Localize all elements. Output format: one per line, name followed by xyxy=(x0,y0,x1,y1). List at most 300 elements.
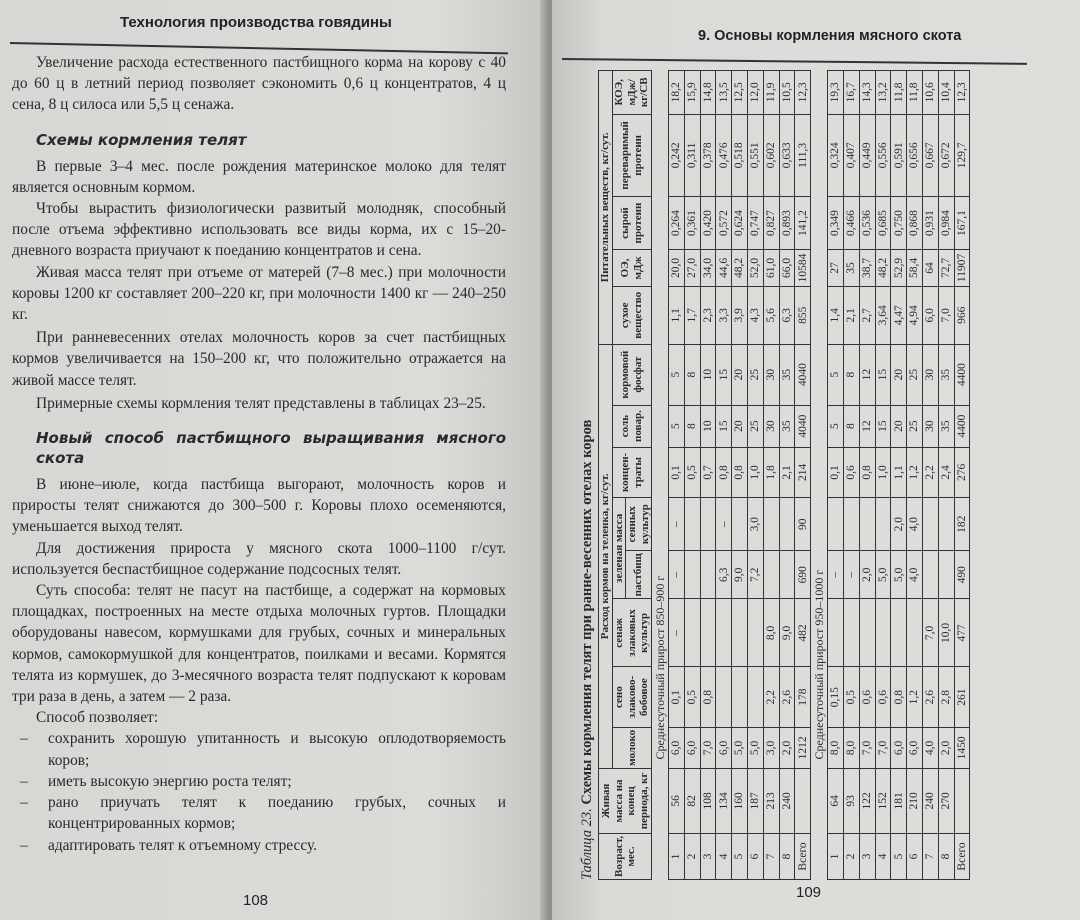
table-cell: 7,0 xyxy=(938,286,954,344)
table-cell: 0,242 xyxy=(669,114,685,197)
table-cell: 14,8 xyxy=(700,71,716,115)
table-cell: 0,602 xyxy=(763,114,779,197)
table-cell: 7,2 xyxy=(747,551,763,599)
table-cell: 3,0 xyxy=(747,498,763,551)
running-head: 9. Основы кормления мясного скота xyxy=(698,28,962,44)
table-cell: 690 xyxy=(795,551,811,599)
table-cell: 966 xyxy=(954,286,970,344)
total-row xyxy=(795,71,811,880)
table-cell: 52,9 xyxy=(891,249,907,286)
list-item-text: иметь высокую энергию роста телят; xyxy=(48,772,292,790)
table-cell: Всего xyxy=(954,833,970,879)
table-cell: 58,4 xyxy=(907,249,923,286)
table-cell xyxy=(875,498,891,551)
table-cell: 4400 xyxy=(954,405,970,447)
table-cell: – xyxy=(669,551,685,599)
table-cell: 35 xyxy=(938,405,954,447)
bullet-dash: – xyxy=(20,730,28,748)
table-cell: 0,556 xyxy=(875,114,891,197)
list-item-text: сохранить хорошую упитанность и высокую оплодотворяемость коров; xyxy=(48,730,506,769)
running-head: Технология производства говядины xyxy=(120,14,392,31)
table-cell: 4400 xyxy=(954,344,970,405)
table-cell: 7,0 xyxy=(875,727,891,768)
table-cell: 7,0 xyxy=(859,727,875,768)
bullet-dash: – xyxy=(20,836,28,854)
table-cell: 15 xyxy=(716,344,732,405)
table-cell: 0,672 xyxy=(938,114,954,197)
table-cell: 1,0 xyxy=(747,447,763,498)
page-number: 109 xyxy=(796,884,822,901)
section-title: Среднесуточный прирост 950–1000 г xyxy=(811,71,828,880)
table-cell: 44,6 xyxy=(716,249,732,286)
table-cell: 1,7 xyxy=(684,286,700,344)
table-cell xyxy=(700,498,716,551)
table-cell: 0,6 xyxy=(875,667,891,727)
table-cell: 0,8 xyxy=(732,447,748,498)
table-cell xyxy=(954,768,970,833)
table-cell: 108 xyxy=(700,768,716,833)
table-cell: 38,7 xyxy=(859,249,875,286)
bullet-dash: – xyxy=(20,794,28,812)
table-cell: 25 xyxy=(907,405,923,447)
feeding-table xyxy=(598,70,970,880)
col-hay: сено злаково-бобовое xyxy=(612,667,652,727)
table-cell: 5,0 xyxy=(747,727,763,768)
table-cell: 13,2 xyxy=(875,71,891,115)
table-cell xyxy=(747,599,763,667)
paragraph: Способ позволяет: xyxy=(36,709,159,727)
table-cell: 178 xyxy=(795,667,811,727)
table-cell: 66,0 xyxy=(779,249,795,286)
table-cell: 8,0 xyxy=(843,727,859,768)
body-text xyxy=(12,52,506,856)
paragraph: Живая масса телят при отъеме от матерей (7–8 мес.) при молочности коровы 1200 кг составляет 200–220 кг, при молочности 1400 кг — 240–250 кг. xyxy=(12,263,506,324)
table-cell: 0,685 xyxy=(875,197,891,250)
table-cell: 61,0 xyxy=(763,249,779,286)
table-row xyxy=(684,71,700,880)
table-cell: 3 xyxy=(700,833,716,879)
table-cell: 0,8 xyxy=(716,447,732,498)
table-cell: 240 xyxy=(922,768,938,833)
table-cell: 0,8 xyxy=(700,667,716,727)
table-cell: 1 xyxy=(669,833,685,879)
table-cell: 11907 xyxy=(954,249,970,286)
table-cell: 12 xyxy=(859,405,875,447)
table-cell xyxy=(907,599,923,667)
table-cell: 30 xyxy=(763,405,779,447)
table-cell: 15 xyxy=(875,405,891,447)
table-cell xyxy=(891,599,907,667)
table-cell: 2,7 xyxy=(859,286,875,344)
table-row xyxy=(938,71,954,880)
table-cell xyxy=(859,599,875,667)
table-cell xyxy=(684,498,700,551)
table-row xyxy=(843,71,859,880)
table-cell: 7,0 xyxy=(700,727,716,768)
table-cell: 0,361 xyxy=(684,197,700,250)
table-cell: 111,3 xyxy=(795,114,811,197)
table-cell: 1,1 xyxy=(891,447,907,498)
table-cell: 20 xyxy=(891,344,907,405)
table-cell xyxy=(938,498,954,551)
table-cell xyxy=(700,551,716,599)
section-title: Среднесуточный прирост 850–900 г xyxy=(652,71,669,880)
table-cell: 10,4 xyxy=(938,71,954,115)
table-cell: 3,64 xyxy=(875,286,891,344)
col-live-weight: Живая масса на конец периода, кг xyxy=(599,768,652,833)
table-title: Схемы кормления телят при ранне-весенних отелах коров xyxy=(579,419,595,805)
table-cell: – xyxy=(716,498,732,551)
table-cell: 0,5 xyxy=(843,667,859,727)
table-cell: 10,6 xyxy=(922,71,938,115)
page-number: 108 xyxy=(243,892,269,909)
table-cell: 82 xyxy=(684,768,700,833)
table-cell: 72,7 xyxy=(938,249,954,286)
table-cell xyxy=(732,667,748,727)
table-cell: 0,324 xyxy=(828,114,844,197)
table-cell: 0,420 xyxy=(700,197,716,250)
table-cell: 8,0 xyxy=(828,727,844,768)
table-cell: 213 xyxy=(763,768,779,833)
table-label: Таблица 23. xyxy=(579,808,595,880)
table-cell: 240 xyxy=(779,768,795,833)
table-cell: 27 xyxy=(828,249,844,286)
table-cell: 0,476 xyxy=(716,114,732,197)
group-nutrients: Питательных веществ, кг/сут. xyxy=(599,71,613,345)
table-cell: 0,750 xyxy=(891,197,907,250)
table-cell xyxy=(732,599,748,667)
table-cell: 0,407 xyxy=(843,114,859,197)
col-sown: сеяных культур xyxy=(626,498,652,551)
table-cell: 20 xyxy=(732,344,748,405)
table-cell: 2,0 xyxy=(891,498,907,551)
table-cell: 276 xyxy=(954,447,970,498)
table-row xyxy=(907,71,923,880)
table-cell: 1,1 xyxy=(669,286,685,344)
table-cell: 10584 xyxy=(795,249,811,286)
table-cell: 2,1 xyxy=(843,286,859,344)
table-cell: 0,264 xyxy=(669,197,685,250)
table-cell: 6,0 xyxy=(669,727,685,768)
rotated-table xyxy=(576,68,1046,880)
table-cell xyxy=(828,498,844,551)
table-cell: 11,8 xyxy=(891,71,907,115)
table-cell: 8 xyxy=(843,405,859,447)
table-cell: 0,449 xyxy=(859,114,875,197)
table-cell: 129,7 xyxy=(954,114,970,197)
paragraph: В первые 3–4 мес. после рождения материнское молоко для телят является основным кормом. xyxy=(12,157,506,196)
table-cell: – xyxy=(669,498,685,551)
table-row xyxy=(732,71,748,880)
table-row xyxy=(828,71,844,880)
table-cell: 19,3 xyxy=(828,71,844,115)
table-cell: 7 xyxy=(763,833,779,879)
table-cell: 6,3 xyxy=(716,551,732,599)
table-cell xyxy=(716,667,732,727)
table-cell: 1,4 xyxy=(828,286,844,344)
right-page xyxy=(552,0,1080,920)
table-row xyxy=(859,71,875,880)
table-cell: 7,0 xyxy=(922,599,938,667)
table-cell: 11,8 xyxy=(907,71,923,115)
table-cell: 0,8 xyxy=(859,447,875,498)
table-cell: 4,0 xyxy=(907,551,923,599)
table-row xyxy=(779,71,795,880)
table-cell: 20,0 xyxy=(669,249,685,286)
table-cell: 12 xyxy=(859,344,875,405)
table-cell: 1,2 xyxy=(907,447,923,498)
table-cell: 2,1 xyxy=(779,447,795,498)
table-cell: 122 xyxy=(859,768,875,833)
table-cell: 20 xyxy=(732,405,748,447)
table-cell: 35 xyxy=(938,344,954,405)
table-row xyxy=(669,71,685,880)
table-cell xyxy=(843,498,859,551)
table-cell: 1450 xyxy=(954,727,970,768)
list-item xyxy=(12,771,506,792)
table-cell xyxy=(763,498,779,551)
table-cell: 1,2 xyxy=(907,667,923,727)
table-cell: 0,667 xyxy=(922,114,938,197)
table-cell: 855 xyxy=(795,286,811,344)
group-feed-consumption: Расход кормов на теленка, кг/сут. xyxy=(599,344,613,768)
table-cell: 27,0 xyxy=(684,249,700,286)
table-cell: 2,6 xyxy=(779,667,795,727)
table-cell: 10 xyxy=(700,344,716,405)
table-cell: 4 xyxy=(875,833,891,879)
table-cell: 34,0 xyxy=(700,249,716,286)
table-cell: 6,0 xyxy=(922,286,938,344)
table-cell xyxy=(684,599,700,667)
table-cell: 0,6 xyxy=(859,667,875,727)
table-cell xyxy=(843,599,859,667)
table-cell: 14,3 xyxy=(859,71,875,115)
table-row xyxy=(700,71,716,880)
paragraph: Для достижения прироста у мясного скота 1000–1100 г/сут. используется беспастбищное содержание подсосных телят. xyxy=(12,539,506,578)
table-body xyxy=(652,71,970,880)
table-cell: 15,9 xyxy=(684,71,700,115)
table-cell: 0,5 xyxy=(684,667,700,727)
table-cell: 141,2 xyxy=(795,197,811,250)
table-cell: 4,3 xyxy=(747,286,763,344)
table-cell: 3 xyxy=(859,833,875,879)
table-cell: 6,0 xyxy=(891,727,907,768)
table-cell: 2,6 xyxy=(922,667,938,727)
table-cell: 25 xyxy=(747,405,763,447)
table-cell: 0,747 xyxy=(747,197,763,250)
table-cell: 16,7 xyxy=(843,71,859,115)
table-cell: 5 xyxy=(891,833,907,879)
table-cell: 5 xyxy=(828,344,844,405)
table-cell xyxy=(859,498,875,551)
list-item xyxy=(12,728,506,770)
table-cell xyxy=(700,599,716,667)
table-cell: 4,94 xyxy=(907,286,923,344)
table-cell: 30 xyxy=(763,344,779,405)
list-item-text: рано приучать телят к поеданию грубых, сочных и концентрированных кормов; xyxy=(48,794,506,833)
table-cell: 2,0 xyxy=(938,727,954,768)
table-cell: 0,633 xyxy=(779,114,795,197)
table-cell: 1,0 xyxy=(875,447,891,498)
table-cell: 2,2 xyxy=(922,447,938,498)
table-cell: 12,0 xyxy=(747,71,763,115)
table-cell: 11,9 xyxy=(763,71,779,115)
total-row xyxy=(954,71,970,880)
table-cell: 15 xyxy=(716,405,732,447)
table-cell: 56 xyxy=(669,768,685,833)
table-cell: 210 xyxy=(907,768,923,833)
table-cell xyxy=(763,551,779,599)
table-cell: 2,0 xyxy=(779,727,795,768)
table-cell: 10 xyxy=(700,405,716,447)
table-cell: 5 xyxy=(828,405,844,447)
table-cell: 152 xyxy=(875,768,891,833)
table-cell: 0,5 xyxy=(684,447,700,498)
table-cell: 4 xyxy=(716,833,732,879)
table-cell: 482 xyxy=(795,599,811,667)
table-cell xyxy=(779,498,795,551)
table-cell: 167,1 xyxy=(954,197,970,250)
table-cell: 93 xyxy=(843,768,859,833)
paragraph: Примерные схемы кормления телят представлены в таблицах 23–25. xyxy=(36,394,486,412)
list-item-text: адаптировать телят к отъемному стрессу. xyxy=(48,836,317,854)
table-cell xyxy=(875,599,891,667)
table-cell: 0,572 xyxy=(716,197,732,250)
table-cell: 0,931 xyxy=(922,197,938,250)
table-cell: 5 xyxy=(669,344,685,405)
table-cell: 182 xyxy=(954,498,970,551)
table-cell: 6,3 xyxy=(779,286,795,344)
table-cell: 187 xyxy=(747,768,763,833)
table-cell: 13,5 xyxy=(716,71,732,115)
table-cell: 5,0 xyxy=(875,551,891,599)
table-cell: 5 xyxy=(732,833,748,879)
col-koe: КОЭ, мДж/кг/СВ xyxy=(612,71,652,115)
table-cell: 5 xyxy=(669,405,685,447)
table-cell: 30 xyxy=(922,405,938,447)
table-cell: 8 xyxy=(684,405,700,447)
section-row xyxy=(811,71,828,880)
paragraph: Увеличение расхода естественного пастбищного корма на корову с 40 до 60 ц в летний период позволяет сэкономить 0,6 ц концентратов, 4 ц сена, 8 ц силоса или 5,5 ц сенажа. xyxy=(12,54,506,114)
table-cell: 0,1 xyxy=(828,447,844,498)
table-cell: 12,3 xyxy=(795,71,811,115)
paragraph: Суть способа: телят не пасут на пастбище, а содержат на кормовых площадках, построенных на месте отдыха молочных гуртов. Площадки оборудованы навесом, кормушками для грубых, сочных и минеральных кормов, самокормушкой для концентратов, поилками и весами. Кормятся телята из кормушек, до 3-месячного возраста телят подпускают к коровам три раза в день, а затем — 2 раза. xyxy=(12,582,506,706)
table-cell: 2,2 xyxy=(763,667,779,727)
table-cell: 12,5 xyxy=(732,71,748,115)
table-cell: 5,6 xyxy=(763,286,779,344)
table-cell: 6,0 xyxy=(716,727,732,768)
col-phosphate: кормовой фосфат xyxy=(612,344,652,405)
table-cell: Всего xyxy=(795,833,811,879)
table-cell: 0,349 xyxy=(828,197,844,250)
table-cell: 52,0 xyxy=(747,249,763,286)
table-cell: 90 xyxy=(795,498,811,551)
table-row xyxy=(747,71,763,880)
table-row xyxy=(716,71,732,880)
section-row xyxy=(652,71,669,880)
table-cell: 5,0 xyxy=(891,551,907,599)
table-cell: 3,0 xyxy=(763,727,779,768)
table-cell: 214 xyxy=(795,447,811,498)
table-cell: 0,591 xyxy=(891,114,907,197)
table-cell xyxy=(795,768,811,833)
table-cell: 0,624 xyxy=(732,197,748,250)
table-cell: 35 xyxy=(779,344,795,405)
table-cell: 0,378 xyxy=(700,114,716,197)
table-cell: 0,551 xyxy=(747,114,763,197)
table-caption xyxy=(576,68,598,880)
table-cell: 10,0 xyxy=(938,599,954,667)
table-cell xyxy=(779,551,795,599)
table-cell: 18,2 xyxy=(669,71,685,115)
col-haylage: сенаж злаковых культур xyxy=(612,599,652,667)
paragraph: В июне–июле, когда пастбища выгорают, молочность коров и приросты телят снижаются до 300–500 г. Коровы плохо осеменяются, уменьшается выход телят. xyxy=(12,476,506,536)
table-cell: 1,8 xyxy=(763,447,779,498)
table-row xyxy=(922,71,938,880)
table-cell: 7 xyxy=(922,833,938,879)
section-heading: Новый способ пастбищного выращивания мясного скота xyxy=(36,429,506,468)
table-cell: 2,0 xyxy=(859,551,875,599)
table-cell: 477 xyxy=(954,599,970,667)
table-cell: 5,0 xyxy=(732,727,748,768)
table-cell: 4,47 xyxy=(891,286,907,344)
table-cell: 0,1 xyxy=(669,667,685,727)
table-cell: 0,536 xyxy=(859,197,875,250)
table-cell: 25 xyxy=(747,344,763,405)
table-cell: 261 xyxy=(954,667,970,727)
table-cell: 35 xyxy=(843,249,859,286)
table-cell: 6,0 xyxy=(907,727,923,768)
table-cell: 6,0 xyxy=(684,727,700,768)
col-pasture: пастбищ xyxy=(626,551,652,599)
table-cell: 64 xyxy=(922,249,938,286)
table-cell: 4040 xyxy=(795,344,811,405)
table-cell: 30 xyxy=(922,344,938,405)
table-cell: 48,2 xyxy=(732,249,748,286)
table-cell: 20 xyxy=(891,405,907,447)
table-cell: 8 xyxy=(684,344,700,405)
table-cell: 6 xyxy=(747,833,763,879)
table-cell: 0,466 xyxy=(843,197,859,250)
table-cell: 0,15 xyxy=(828,667,844,727)
table-cell: 1212 xyxy=(795,727,811,768)
header-rule xyxy=(562,58,1027,65)
table-cell: 0,984 xyxy=(938,197,954,250)
bullet-dash: – xyxy=(20,772,28,790)
table-cell: 1 xyxy=(828,833,844,879)
table-cell: 2,3 xyxy=(700,286,716,344)
table-cell: 15 xyxy=(875,344,891,405)
group-green-mass: зеленая масса xyxy=(612,498,626,599)
table-cell: 35 xyxy=(779,405,795,447)
table-cell: 181 xyxy=(891,768,907,833)
table-cell: – xyxy=(843,551,859,599)
table-cell: 490 xyxy=(954,551,970,599)
col-milk: молоко xyxy=(612,727,652,768)
col-digestible-protein: переваримый протеин xyxy=(612,114,652,197)
table-cell: 134 xyxy=(716,768,732,833)
table-cell xyxy=(747,667,763,727)
table-cell: 0,311 xyxy=(684,114,700,197)
table-cell: 25 xyxy=(907,344,923,405)
table-cell: 0,1 xyxy=(669,447,685,498)
table-cell: 4,0 xyxy=(922,727,938,768)
paragraph: При ранневесенних отелах молочность коров за счет пастбищных кормов увеличивается на 150–200 кг, что положительно отражается на живой массе телят. xyxy=(12,329,506,389)
table-cell: 64 xyxy=(828,768,844,833)
table-cell: 2,4 xyxy=(938,447,954,498)
list-item xyxy=(12,792,506,834)
table-row xyxy=(875,71,891,880)
